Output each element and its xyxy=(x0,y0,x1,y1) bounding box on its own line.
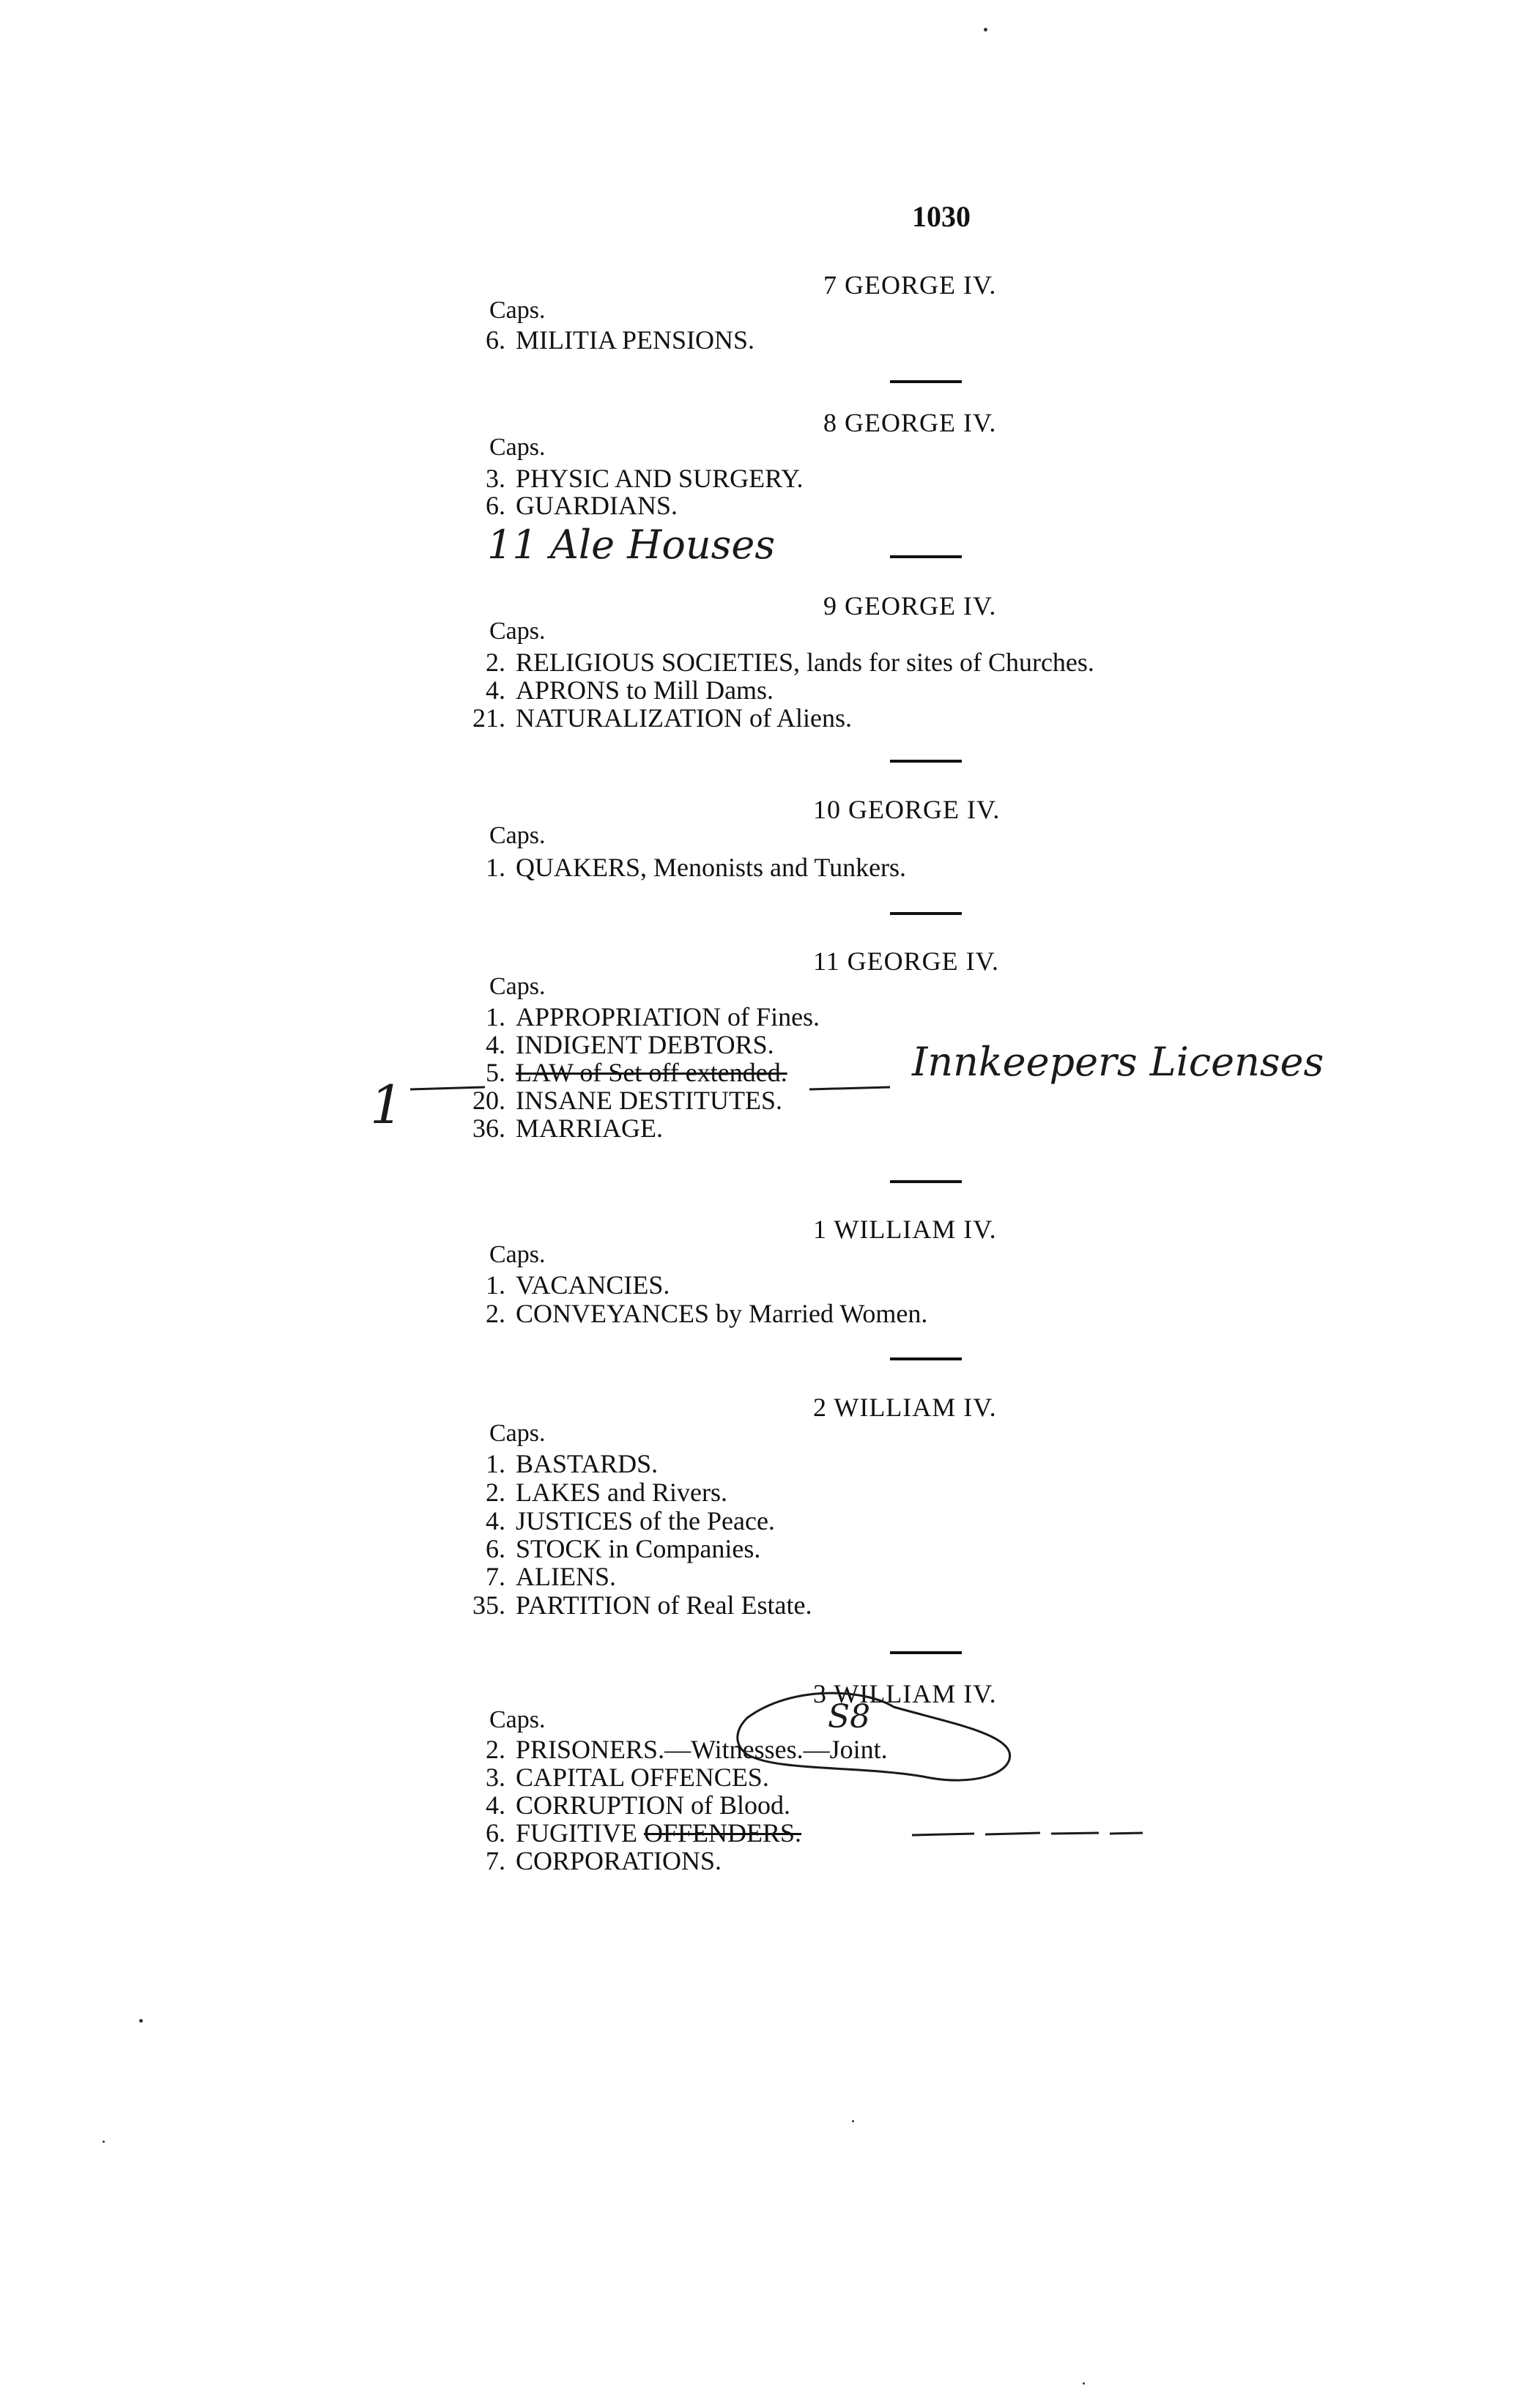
section-heading: 7 GEORGE IV. xyxy=(823,270,997,300)
margin-pointer-line xyxy=(410,1087,485,1089)
caps-label: Caps. xyxy=(489,1706,546,1733)
list-item: 2. CONVEYANCES by Married Women. xyxy=(486,1299,928,1328)
list-item: 21. NATURALIZATION of Aliens. xyxy=(472,703,852,733)
handwritten-s8: S8 xyxy=(828,1698,871,1735)
list-item: 1. VACANCIES. xyxy=(486,1270,670,1300)
caps-label: Caps. xyxy=(489,822,546,849)
list-item: 7. ALIENS. xyxy=(486,1562,616,1591)
list-item: 6. MILITIA PENSIONS. xyxy=(486,325,755,355)
caps-label: Caps. xyxy=(489,973,546,1000)
caps-label: Caps. xyxy=(489,1241,546,1268)
speck-dot xyxy=(103,2141,105,2143)
section-heading: 1 WILLIAM IV. xyxy=(813,1215,997,1244)
caps-label: Caps. xyxy=(489,434,546,461)
list-item: 4. APRONS to Mill Dams. xyxy=(486,675,774,705)
section-heading: 8 GEORGE IV. xyxy=(823,408,997,437)
caps-label: Caps. xyxy=(489,297,546,324)
list-item: 4. INDIGENT DEBTORS. xyxy=(486,1030,774,1059)
list-item: 20. INSANE DESTITUTES. xyxy=(472,1086,782,1115)
section-heading: 3 WILLIAM IV. xyxy=(813,1679,997,1708)
list-item: 4. CORRUPTION of Blood. xyxy=(486,1790,791,1820)
strike-dashes xyxy=(912,1833,1143,1835)
list-item: 6. FUGITIVE OFFENDERS. xyxy=(486,1818,802,1848)
handwritten-innkeepers-licenses: Innkeepers Licenses xyxy=(912,1039,1324,1085)
list-item: 7. CORPORATIONS. xyxy=(486,1846,722,1875)
struck-word: OFFENDERS. xyxy=(643,1818,802,1848)
list-item: 6. STOCK in Companies. xyxy=(486,1534,761,1563)
list-item-struck: 5. LAW of Set off extended. xyxy=(486,1058,787,1087)
list-item: 2. LAKES and Rivers. xyxy=(486,1478,727,1507)
speck-dot xyxy=(139,2019,143,2023)
page-number: 1030 xyxy=(912,200,971,233)
list-item: 35. PARTITION of Real Estate. xyxy=(472,1590,812,1620)
section-heading: 9 GEORGE IV. xyxy=(823,591,997,620)
list-item: 2. RELIGIOUS SOCIETIES, lands for sites of Churches. xyxy=(486,648,1094,677)
section-heading: 10 GEORGE IV. xyxy=(813,795,1001,824)
caps-label: Caps. xyxy=(489,618,546,645)
strike-tail-line xyxy=(809,1087,890,1089)
list-item: 6. GUARDIANS. xyxy=(486,491,678,520)
list-item: 1. APPROPRIATION of Fines. xyxy=(486,1002,820,1031)
list-item: 2. PRISONERS.—Witnesses.—Joint. xyxy=(486,1735,888,1764)
list-item: 3. CAPITAL OFFENCES. xyxy=(486,1763,769,1792)
speck-dot xyxy=(984,28,987,32)
speck-dot xyxy=(852,2120,854,2122)
circle-loop xyxy=(738,1693,1010,1780)
handwritten-margin-mark: 1 xyxy=(370,1074,404,1136)
section-heading: 2 WILLIAM IV. xyxy=(813,1393,997,1422)
list-item: 3. PHYSIC AND SURGERY. xyxy=(486,464,804,493)
speck-dot xyxy=(1083,2382,1085,2385)
caps-label: Caps. xyxy=(489,1420,546,1447)
section-heading: 11 GEORGE IV. xyxy=(813,946,999,976)
list-item: 36. MARRIAGE. xyxy=(472,1114,664,1143)
handwritten-ale-houses: 11 Ale Houses xyxy=(487,522,776,568)
list-item: 4. JUSTICES of the Peace. xyxy=(486,1506,775,1535)
list-item: 1. BASTARDS. xyxy=(486,1449,659,1478)
list-item: 1. QUAKERS, Menonists and Tunkers. xyxy=(486,853,907,882)
